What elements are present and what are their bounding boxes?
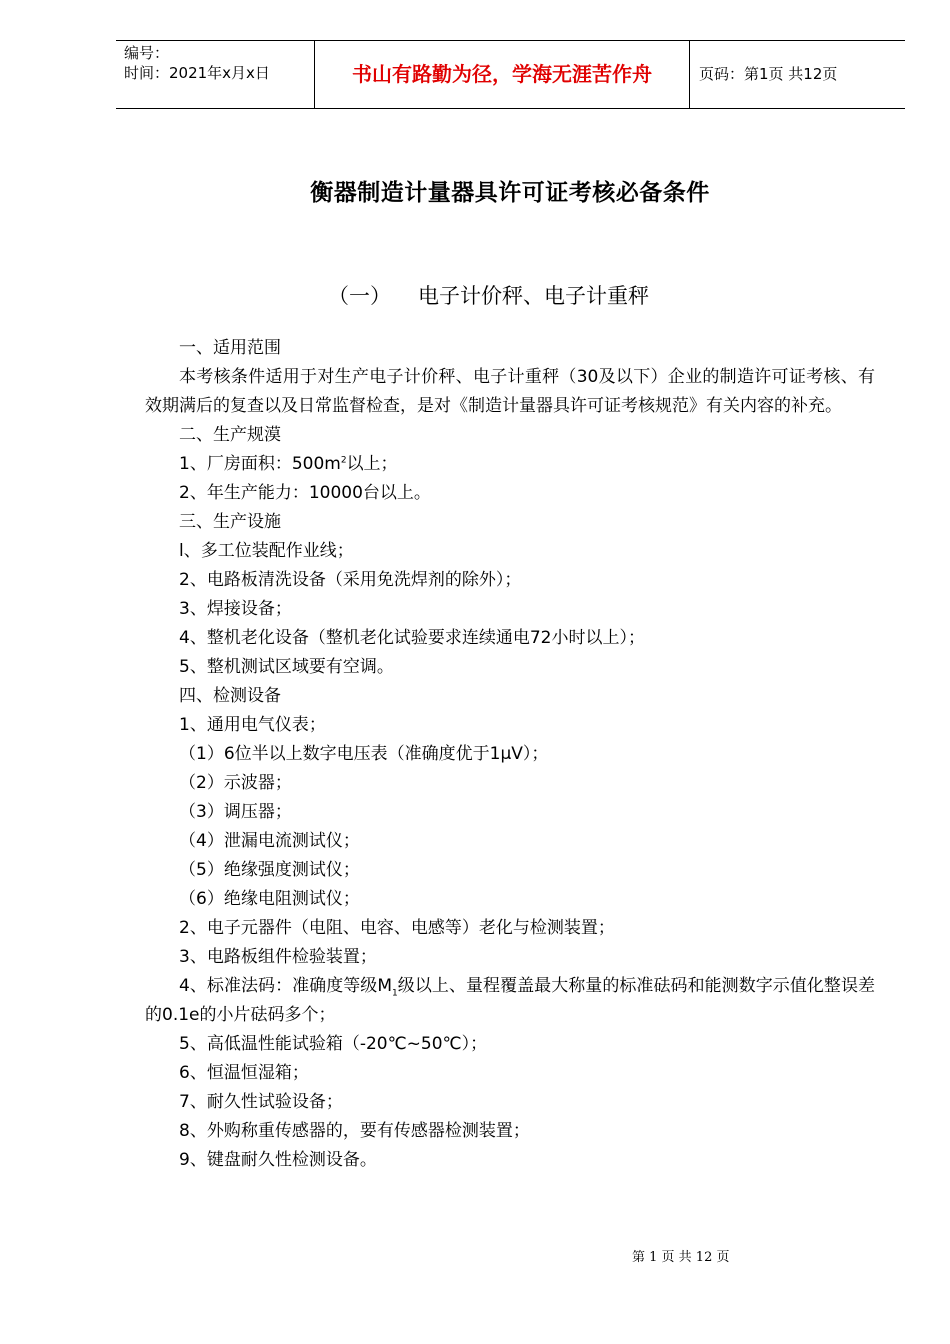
paragraph: （3）调压器；	[179, 802, 292, 822]
paragraph: 3、电路板组件检验装置；	[179, 947, 377, 967]
paragraph: （2）示波器；	[179, 773, 292, 793]
paragraph: （4）泄漏电流测试仪；	[179, 831, 360, 851]
header-motto: 书山有路勤为径，学海无涯苦作舟	[315, 41, 690, 108]
paragraph-tail: 以上；	[346, 454, 398, 474]
paragraph: 6、恒温恒湿箱；	[179, 1063, 309, 1083]
superscript: 2	[340, 455, 347, 466]
paragraph: 8、外购称重传感器的，要有传感器检测装置；	[179, 1121, 530, 1141]
subscript: 1	[392, 988, 398, 999]
section-number: （一）	[328, 284, 391, 308]
paragraph: 4、整机老化设备（整机老化试验要求连续通电72小时以上）；	[179, 628, 645, 648]
document-title: 衡器制造计量器具许可证考核必备条件	[310, 180, 710, 206]
paragraph-text: 4、标准法码：准确度等级M	[179, 976, 393, 996]
paragraph: l、多工位装配作业线；	[179, 541, 354, 561]
paragraph: 5、整机测试区域要有空调。	[179, 657, 394, 677]
paragraph: 3、焊接设备；	[179, 599, 292, 619]
paragraph: 1、通用电气仪表；	[179, 715, 326, 735]
header-meta	[116, 41, 315, 108]
paragraph: 7、耐久性试验设备；	[179, 1092, 343, 1112]
paragraph: 一、适用范围	[179, 338, 281, 358]
time-label: 时间：2021年x月x日	[124, 64, 270, 82]
paragraph: （1）6位半以上数字电压表（准确度优于1μV）；	[179, 744, 549, 764]
paragraph: 本考核条件适用于对生产电子计价秤、电子计重秤（30及以下）企业的制造许可证考核、有效期满后的复查以及日常监督检查，是对《制造计量器具许可证考核规范》有关内容的补充。	[145, 367, 875, 416]
paragraph	[145, 972, 875, 1030]
paragraph: 二、生产规漠	[179, 425, 281, 445]
document-body	[145, 334, 875, 1175]
paragraph: （5）绝缘强度测试仪；	[179, 860, 360, 880]
section-heading	[328, 280, 649, 310]
paragraph-tail: 级以上、量程覆盖最大称量的标准砝码和能测数字示值化整误差的0.1e的小片砝码多个；	[145, 976, 876, 1025]
paragraph: 9、键盘耐久性检测设备。	[179, 1150, 377, 1170]
paragraph: 2、电路板清洗设备（采用免洗焊剂的除外）；	[179, 570, 522, 590]
paragraph: 四、检测设备	[179, 686, 281, 706]
paragraph: 三、生产设施	[179, 512, 281, 532]
header-page-info: 页码：第1页 共12页	[699, 65, 838, 83]
page-header	[116, 40, 905, 109]
paragraph: 5、高低温性能试验箱（-20℃~50℃）；	[179, 1034, 488, 1054]
page-footer: 第 1 页 共 12 页	[632, 1250, 730, 1265]
section-title: 电子计价秤、电子计重秤	[418, 284, 649, 308]
code-label: 编号：	[124, 44, 170, 62]
paragraph: （6）绝缘电阻测试仪；	[179, 889, 360, 909]
paragraph-text: 1、厂房面积：500m	[179, 454, 341, 474]
paragraph	[145, 450, 875, 479]
paragraph: 2、电子元器件（电阻、电容、电感等）老化与检测装置；	[179, 918, 615, 938]
paragraph: 2、年生产能力：10000台以上。	[179, 483, 431, 503]
